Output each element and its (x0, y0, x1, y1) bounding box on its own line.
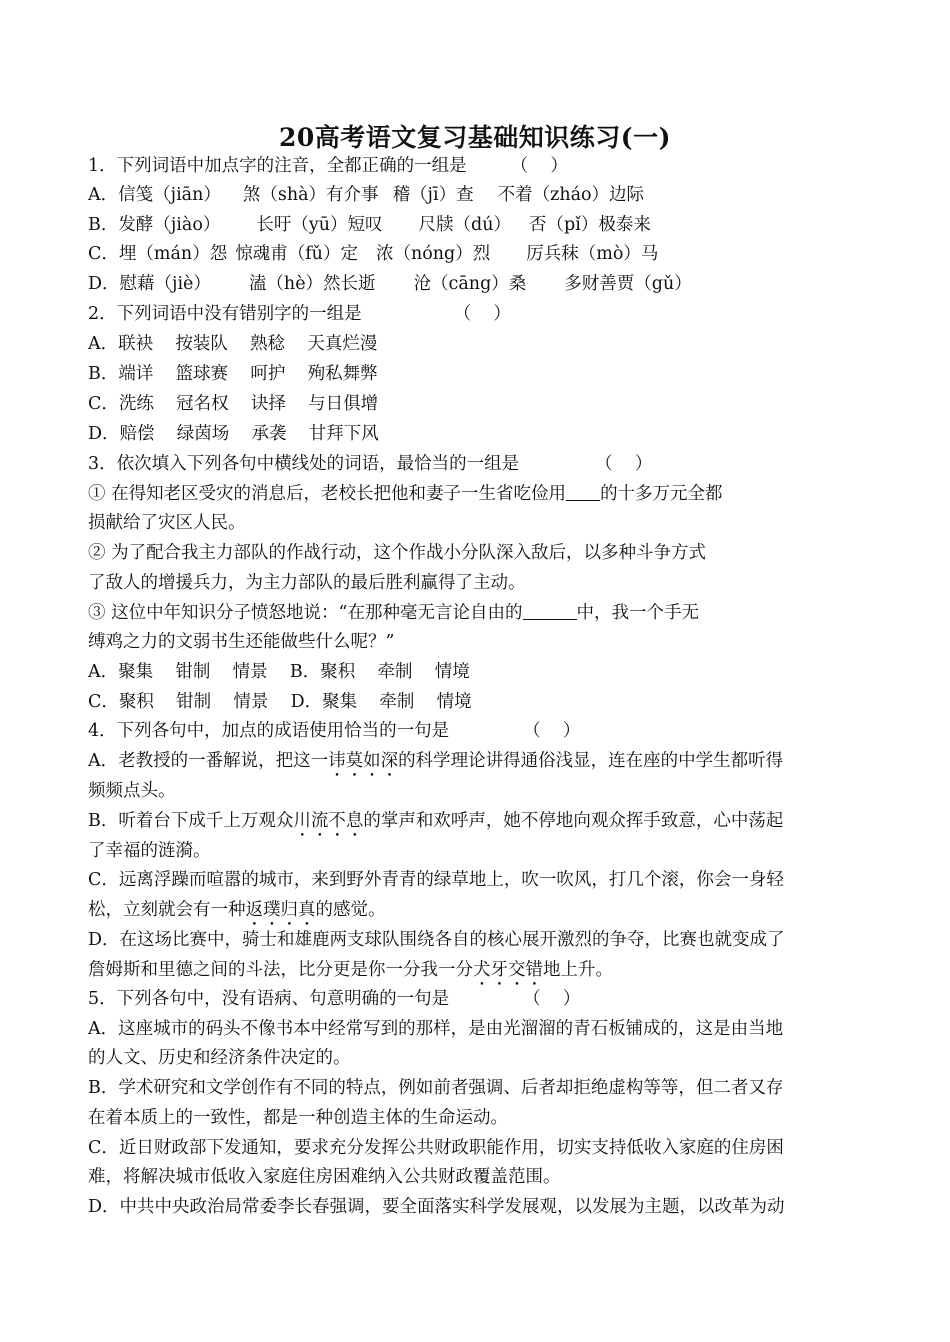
sentence-text: 的十多万元全都 (600, 484, 723, 504)
dotted-idiom: 讳莫如深 (328, 751, 399, 771)
question-4-option-d: D．在这场比赛中，骑士和雄鹿两支球队围绕各自的核心展开激烈的争夺，比赛也就变成了 (88, 930, 785, 950)
option-item: 慰藉（jiè） (119, 274, 211, 294)
option-text: 詹姆斯和里德之间的斗法，比分更是你一分我一分 (88, 960, 473, 980)
question-1-option-b (88, 212, 651, 238)
fill-blank (566, 482, 600, 501)
option-item: 浓（nóng）烈 (375, 244, 491, 264)
option-text: 松，立刻就会有一种 (88, 900, 246, 920)
question-3-options-cd: C．聚积 钳制 情景 D．聚集 牵制 情境 (88, 692, 472, 712)
question-3-sentence-3 (88, 600, 699, 626)
answer-parentheses: （ ） (523, 721, 581, 741)
question-3-sentence-2-cont: 了敌人的增援兵力，为主力部队的最后胜利赢得了主动。 (88, 573, 526, 593)
sentence-text: ③ 这位中年知识分子愤怒地说：“在那种毫无言论自由的 (88, 603, 523, 623)
question-3-sentence-1-cont: 损献给了灾区人民。 (88, 513, 246, 533)
answer-parentheses: （ ） (523, 989, 581, 1009)
option-item: 尺牍（dú） (418, 215, 512, 235)
q5-stem-text: 5．下列各句中，没有语病、句意明确的一句是 (88, 989, 450, 1009)
option-item: 多财善贾（gǔ） (564, 274, 692, 294)
question-4-option-b (88, 808, 783, 841)
answer-parentheses: （ ） (510, 156, 568, 176)
option-item: 发酵（jiào） (118, 215, 221, 235)
q4-stem-text: 4．下列各句中，加点的成语使用恰当的一句是 (88, 721, 450, 741)
option-item: 煞（shà）有介事 (242, 185, 379, 205)
sentence-text: 中，我一个手无 (576, 603, 700, 623)
question-1-option-d (88, 271, 692, 297)
option-text: 地上升。 (543, 960, 613, 980)
question-4-option-a-cont: 频频点头。 (88, 781, 176, 801)
question-2-option-b: B．端详 篮球赛 呵护 殉私舞弊 (88, 364, 378, 384)
question-2-option-c: C．洗练 冠名权 诀择 与日俱增 (88, 394, 379, 414)
option-item: 不着（zháo）边际 (497, 185, 645, 205)
question-5-option-c-cont: 难，将解决城市低收入家庭住房困难纳入公共财政覆盖范围。 (88, 1167, 561, 1187)
dotted-idiom: 川流不息 (293, 811, 364, 831)
option-label: A． (88, 185, 119, 205)
question-3-sentence-3-cont: 缚鸡之力的文弱书生还能做些什么呢？” (88, 632, 395, 652)
question-4-option-a (88, 748, 783, 781)
option-label: B． (88, 215, 119, 235)
question-3-options-ab: A．聚集 钳制 情景 B．聚积 牵制 情境 (88, 662, 470, 682)
option-text: B．听着台下成千上万观众 (88, 811, 294, 831)
option-text: 的科学理论讲得通俗浅显，连在座的中学生都听得 (398, 751, 784, 771)
question-4-option-c: C．远离浮躁而喧嚣的城市，来到野外青青的绿草地上，吹一吹风，打几个滚，你会一身轻 (88, 870, 784, 890)
option-item: 沧（cāng）桑 (413, 274, 527, 294)
option-text: 的掌声和欢呼声，她不停地向观众挥手致意，心中荡起 (363, 811, 784, 831)
fill-blank (523, 601, 577, 620)
question-5-option-c: C．近日财政部下发通知，要求充分发挥公共财政职能作用，切实支持低收入家庭的住房困 (88, 1138, 784, 1158)
option-item: 惊魂甫（fǔ）定 (235, 244, 358, 264)
question-4-option-b-cont: 了幸福的涟漪。 (88, 841, 211, 861)
option-label: C． (88, 244, 119, 264)
dotted-idiom: 返璞归真 (245, 900, 316, 920)
question-5-option-b-cont: 在着本质上的一致性，都是一种创造主体的生命运动。 (88, 1108, 508, 1128)
sentence-text: ① 在得知老区受灾的消息后，老校长把他和妻子一生省吃俭用 (88, 484, 567, 504)
question-1-option-a (88, 182, 644, 208)
option-item: 长吁（yū）短叹 (256, 215, 383, 235)
question-5-option-b: B．学术研究和文学创作有不同的特点，例如前者强调、后者却拒绝虚构等等，但二者又存 (88, 1078, 784, 1098)
option-text: 的感觉。 (315, 900, 386, 920)
question-1-option-c (88, 241, 658, 267)
page-title: 20高考语文复习基础知识练习(一) (279, 123, 671, 152)
option-item: 信笺（jiān） (118, 185, 221, 205)
option-text: A．老教授的一番解说，把这一 (88, 751, 329, 771)
question-3-stem (88, 451, 652, 477)
answer-parentheses: （ ） (595, 454, 653, 474)
option-label: D． (88, 274, 120, 294)
option-item: 溘（hè）然长逝 (248, 274, 376, 294)
option-item: 否（pǐ）极泰来 (529, 215, 651, 235)
question-1-stem (88, 153, 568, 179)
dotted-idiom: 犬牙交错 (473, 960, 543, 980)
option-item: 稽（jī）查 (392, 185, 474, 205)
q3-stem-text: 3．依次填入下列各句中横线处的词语，最恰当的一组是 (88, 454, 520, 474)
question-3-sentence-2: ② 为了配合我主力部队的作战行动，这个作战小分队深入敌后，以多种斗争方式 (88, 543, 707, 563)
question-3-sentence-1 (88, 481, 723, 507)
question-2-stem (88, 301, 511, 327)
question-4-option-c-cont (88, 897, 386, 930)
option-item: 埋（mán）怨 (118, 244, 228, 264)
q2-stem-text: 2．下列词语中没有错别字的一组是 (88, 304, 362, 324)
question-5-option-a: A．这座城市的码头不像书本中经常写到的那样，是由光溜溜的青石板铺成的，这是由当地 (88, 1019, 784, 1039)
question-5-option-d: D．中共中央政治局常委李长春强调，要全面落实科学发展观，以发展为主题，以改革为动 (88, 1197, 785, 1217)
question-5-stem (88, 986, 580, 1012)
question-5-option-a-cont: 的人文、历史和经济条件决定的。 (88, 1048, 351, 1068)
question-2-option-d: D．赔偿 绿茵场 承袭 甘拜下风 (88, 424, 379, 444)
question-4-stem (88, 718, 580, 744)
answer-parentheses: （ ） (453, 304, 511, 324)
q1-stem-text: 1．下列词语中加点字的注音，全都正确的一组是 (88, 156, 467, 176)
question-2-option-a: A．联袂 按装队 熟稔 天真烂漫 (88, 334, 378, 354)
option-item: 厉兵秣（mò）马 (526, 244, 659, 264)
